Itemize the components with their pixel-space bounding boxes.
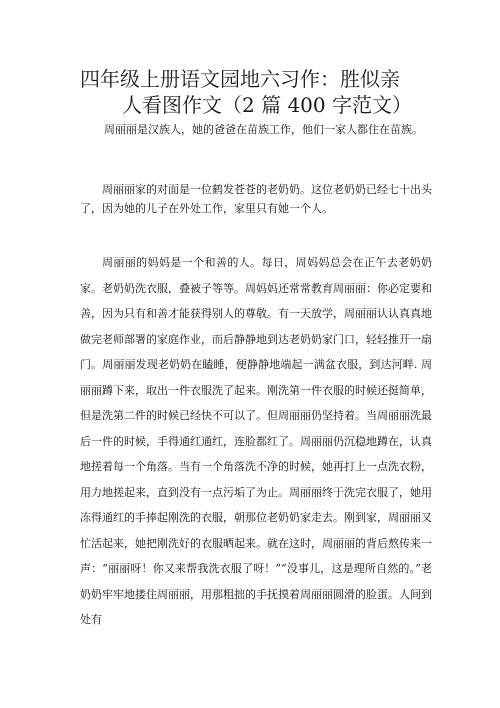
intro-paragraph: 周丽丽是汉族人，她的爸爸在苗族工作，他们一家人都住在苗族。 <box>104 123 423 136</box>
body-paragraph-2: 周丽丽家的对面是一位鹤发苍苍的老奶奶。这位老奶奶已经七十出头了，因为她的儿子在外处工作，家里只有她一个人。 <box>80 183 432 215</box>
document-title <box>80 66 420 118</box>
title-line-2: 人看图作文（2 篇 400 字范文） <box>122 93 412 117</box>
title-line-1: 四年级上册语文园地六习作：胜似亲 <box>80 67 400 91</box>
body-paragraph-3: 周丽丽的妈妈是一个和善的人。每日，周妈妈总会在正午去老奶奶家。老奶奶洗衣服，叠被子等等。周妈妈还常常教育周丽丽：你必定要和善，因为只有和善才能获得别人的尊敬。有一天放学，周丽丽认认真真地做完老师部署的家庭作业，而后静静地到达老奶奶家门口，轻轻推开一扇门。周丽丽发现老奶奶在瞌睡，便静静地端起一满盆衣服，到达河畔. 周丽丽蹲下来，取出一件衣服洗了起来。刚洗第一件衣服的时候还挺简单，但是洗第二件的时候已经快不可以了。但周丽丽仍坚持着。当周丽丽洗最后一件的时候，手得通红通红，连脸都红了。周丽丽仍沉稳地蹲在，认真地搓着每一个角落。当有一个角落洗不净的时候，她再打上一点洗衣粉，用力地搓起来，直到没有一点污垢了为止。周丽丽终于洗完衣服了，她用冻得通红的手捧起刚洗的衣服，朝那位老奶奶家走去。刚到家，周丽丽又忙活起来，她把刚洗好的衣服晒起来。就在这时，周丽丽的背后熬传来一声：“丽丽呀！你又来帮我洗衣服了呀！”“没事儿，这是理所自然的。”老奶奶牢牢地搂住周丽丽，用那粗拙的手抚摸着周丽丽圆滑的脸蛋。人间到处有 <box>80 256 432 626</box>
